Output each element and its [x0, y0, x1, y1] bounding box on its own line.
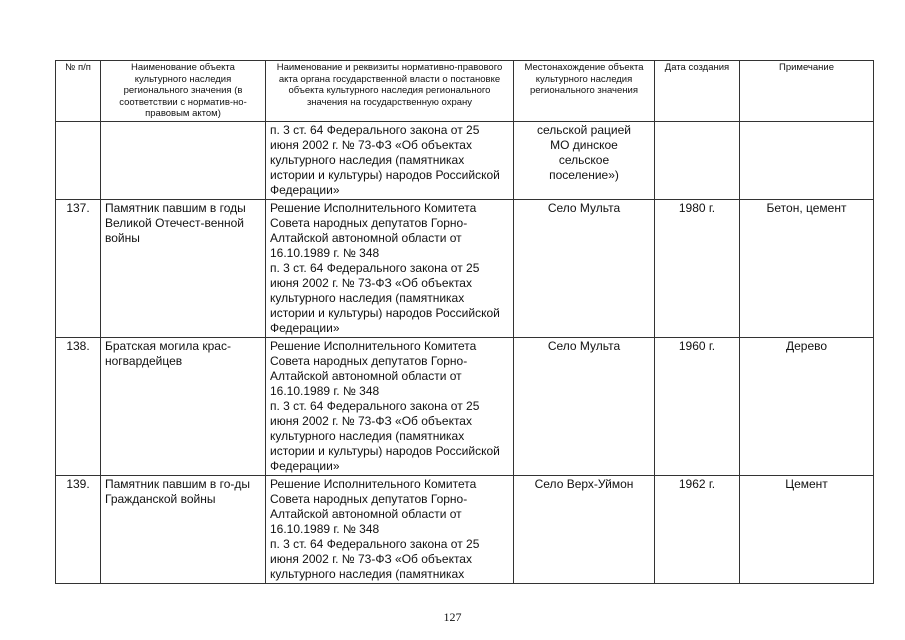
header-note: Примечание	[740, 61, 874, 122]
cell-act	[266, 337, 514, 475]
table-row	[56, 475, 874, 583]
cell-date: 1960 г.	[655, 337, 740, 475]
table-row	[56, 199, 874, 337]
cell-act	[266, 475, 514, 583]
cell-empty	[101, 121, 266, 199]
cell-location: Село Мульта	[514, 199, 655, 337]
cell-object-name: Памятник павшим в го-ды Гражданской войны	[101, 475, 266, 583]
cell-date: 1962 г.	[655, 475, 740, 583]
cell-empty	[740, 121, 874, 199]
cell-location: сельской рацией МО динское сельское поселение»)	[514, 121, 655, 199]
header-legal-act: Наименование и реквизиты нормативно-правового акта органа государственной власти о постановке объекта культурного наследия регионального значения на государственную охрану	[266, 61, 514, 122]
cell-object-name: Памятник павшим в годы Великой Отечест-венной войны	[101, 199, 266, 337]
table-row-continuation	[56, 121, 874, 199]
act-decision: Решение Исполнительного Комитета Совета народных депутатов Горно-Алтайской автономной области от 16.10.1989 г. № 348	[270, 476, 477, 536]
cell-location: Село Верх-Уймон	[514, 475, 655, 583]
header-date: Дата создания	[655, 61, 740, 122]
cell-act: п. 3 ст. 64 Федерального закона от 25 июня 2002 г. № 73-ФЗ «Об объектах культурного наследия (памятниках истории и культуры) народов Российской Федерации»	[266, 121, 514, 199]
cell-act	[266, 199, 514, 337]
cell-note: Бетон, цемент	[740, 199, 874, 337]
table-row	[56, 337, 874, 475]
cell-date: 1980 г.	[655, 199, 740, 337]
cell-number: 137.	[56, 199, 101, 337]
cell-number: 139.	[56, 475, 101, 583]
header-location: Местонахождение объекта культурного наследия регионального значения	[514, 61, 655, 122]
act-decision: Решение Исполнительного Комитета Совета народных депутатов Горно-Алтайской автономной области от 16.10.1989 г. № 348	[270, 200, 477, 260]
act-decision: Решение Исполнительного Комитета Совета народных депутатов Горно-Алтайской автономной области от 16.10.1989 г. № 348	[270, 338, 477, 398]
cell-note: Цемент	[740, 475, 874, 583]
header-number: № п/п	[56, 61, 101, 122]
act-law: п. 3 ст. 64 Федерального закона от 25 июня 2002 г. № 73-ФЗ «Об объектах культурного наследия (памятниках истории и культуры) народов Российской Федерации»	[270, 260, 500, 335]
cell-object-name: Братская могила крас-ногвардейцев	[101, 337, 266, 475]
act-law: п. 3 ст. 64 Федерального закона от 25 июня 2002 г. № 73-ФЗ «Об объектах культурного наследия (памятниках	[270, 536, 480, 581]
header-object-name: Наименование объекта культурного наследия регионального значения (в соответствии с норматив-но-правовым актом)	[101, 61, 266, 122]
table-header-row	[56, 61, 874, 122]
cell-empty	[56, 121, 101, 199]
cell-location: Село Мульта	[514, 337, 655, 475]
cell-number: 138.	[56, 337, 101, 475]
cell-empty	[655, 121, 740, 199]
page-number: 127	[443, 610, 462, 624]
heritage-table	[55, 60, 874, 584]
act-law: п. 3 ст. 64 Федерального закона от 25 июня 2002 г. № 73-ФЗ «Об объектах культурного наследия (памятниках истории и культуры) народов Российской Федерации»	[270, 398, 500, 473]
cell-note: Дерево	[740, 337, 874, 475]
